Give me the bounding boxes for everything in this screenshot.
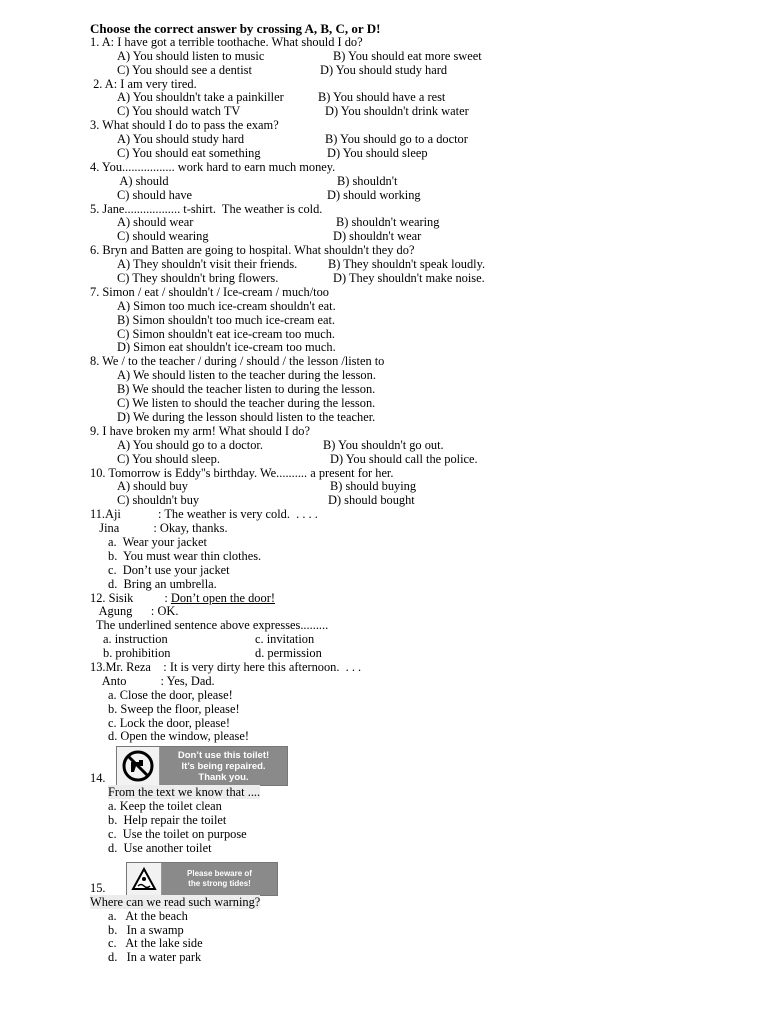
q14-number: 14. [90, 771, 106, 786]
q9-option-d[interactable]: D) You should call the police. [330, 451, 478, 466]
q10-option-d[interactable]: D) should bought [328, 493, 415, 508]
q3-options-row-2 [90, 147, 730, 161]
question-9: 9. I have broken my arm! What should I do? [90, 423, 310, 438]
q7-option-c[interactable]: C) Simon shouldn't eat ice-cream too much. [117, 326, 335, 341]
q14-option-a[interactable]: a. Keep the toilet clean [108, 799, 222, 814]
question-7: 7. Simon / eat / shouldn't / Ice-cream / much/too [90, 284, 329, 299]
q4-options-row-1 [90, 175, 730, 189]
q1-option-b[interactable]: B) You should eat more sweet [333, 48, 482, 63]
q13-option-a[interactable]: a. Close the door, please! [108, 687, 233, 702]
question-5: 5. Jane.................. t-shirt. The weather is cold. [90, 201, 323, 216]
q1-option-d[interactable]: D) You should study hard [320, 62, 448, 77]
q12-option-d[interactable]: d. permission [255, 646, 322, 661]
q8-option-d[interactable]: D) We during the lesson should listen to the teacher. [117, 409, 376, 424]
q15-option-a[interactable]: a. At the beach [108, 908, 188, 923]
q3-option-b[interactable]: B) You should go to a doctor [325, 132, 468, 147]
q13-option-b[interactable]: b. Sweep the floor, please! [108, 701, 240, 716]
sign-line-1: Don’t use this toilet! [177, 749, 270, 761]
q6-option-d[interactable]: D) They shouldn't make noise. [333, 271, 485, 286]
q3-options-row-1 [90, 133, 730, 147]
q10-option-c[interactable]: C) shouldn't buy [117, 493, 200, 508]
q5-option-b[interactable]: B) shouldn't wearing [336, 215, 440, 230]
no-toilet-sign [116, 746, 288, 786]
warning-triangle-icon [127, 863, 162, 895]
q15-option-d[interactable]: d. In a water park [108, 950, 202, 965]
q2-option-c[interactable]: C) You should watch TV [117, 104, 241, 119]
q5-option-c[interactable]: C) should wearing [117, 229, 209, 244]
q7-option-b[interactable]: B) Simon shouldn't too much ice-cream eat. [117, 312, 335, 327]
tides-sign-text [162, 863, 277, 895]
question-13-line-2: Anto : Yes, Dad. [90, 673, 215, 688]
q11-option-c[interactable]: c. Don’t use your jacket [108, 562, 230, 577]
q14-option-b[interactable]: b. Help repair the toilet [108, 813, 227, 828]
question-13-line-1: 13.Mr. Reza : It is very dirty here this afternoon. . . . [90, 659, 362, 674]
q1-options-row-2 [90, 64, 730, 78]
question-8: 8. We / to the teacher / during / should / the lesson /listen to [90, 354, 385, 369]
question-12-line-1 [90, 592, 730, 606]
question-11-line-2: Jina : Okay, thanks. [90, 521, 228, 536]
question-4: 4. You................. work hard to earn much money. [90, 159, 336, 174]
question-12-line-2: Agung : OK. [90, 604, 179, 619]
q9-options-row-2 [90, 453, 730, 467]
q12-options-row-2 [90, 647, 730, 661]
tides-warning-sign [126, 862, 278, 896]
q1-option-a[interactable]: A) You should listen to music [117, 48, 265, 63]
q14-option-d[interactable]: d. Use another toilet [108, 840, 212, 855]
q4-option-a[interactable]: A) should [117, 173, 169, 188]
no-toilet-icon [117, 747, 160, 785]
q6-options-row-1 [90, 258, 730, 272]
question-11-line-1: 11.Aji : The weather is very cold. . . . . [90, 507, 318, 522]
q12-option-c[interactable]: c. invitation [255, 632, 315, 647]
question-6: 6. Bryn and Batten are going to hospital. What shouldn't they do? [90, 243, 415, 258]
question-1: 1. A: I have got a terrible toothache. What should I do? [90, 34, 363, 49]
q4-options-row-2 [90, 189, 730, 203]
question-3: 3. What should I do to pass the exam? [90, 118, 279, 133]
q6-options-row-2 [90, 272, 730, 286]
q1-option-c[interactable]: C) You should see a dentist [117, 62, 252, 77]
q9-option-a[interactable]: A) You should go to a doctor. [117, 437, 263, 452]
q12-option-a[interactable]: a. instruction [103, 632, 168, 647]
q11-option-a[interactable]: a. Wear your jacket [108, 534, 207, 549]
q4-option-b[interactable]: B) shouldn't [337, 173, 398, 188]
no-toilet-sign-text [160, 747, 287, 785]
q3-option-d[interactable]: D) You should sleep [327, 146, 428, 161]
q12-option-b[interactable]: b. prohibition [103, 646, 171, 661]
worksheet [90, 22, 730, 965]
q6-option-c[interactable]: C) They shouldn't bring flowers. [117, 271, 279, 286]
q15-number: 15. [90, 880, 106, 895]
q13-option-d[interactable]: d. Open the window, please! [108, 729, 249, 744]
q2-options-row-1 [90, 91, 730, 105]
q2-option-b[interactable]: B) You should have a rest [318, 90, 446, 105]
q9-option-b[interactable]: B) You shouldn't go out. [323, 437, 444, 452]
q4-option-c[interactable]: C) should have [117, 187, 193, 202]
question-12-line-3: The underlined sentence above expresses......... [90, 618, 329, 633]
q10-option-a[interactable]: A) should buy [117, 479, 188, 494]
q8-option-a[interactable]: A) We should listen to the teacher during the lesson. [117, 368, 376, 383]
question-2: 2. A: I am very tired. [90, 76, 197, 91]
sign-line-2: the strong tides! [188, 878, 251, 888]
q10-option-b[interactable]: B) should buying [330, 479, 417, 494]
q3-option-a[interactable]: A) You should study hard [117, 132, 245, 147]
q12-options-row-1 [90, 633, 730, 647]
worksheet-title: Choose the correct answer by crossing A, B, C, or D! [90, 21, 381, 36]
sign-line-3: Thank you. [198, 771, 249, 783]
q6-option-a[interactable]: A) They shouldn't visit their friends. [117, 257, 298, 272]
q12-underlined-sentence: Don’t open the door! [170, 590, 275, 605]
q14-option-c[interactable]: c. Use the toilet on purpose [108, 826, 247, 841]
q10-options-row-2 [90, 494, 730, 508]
q5-option-d[interactable]: D) shouldn't wear [333, 229, 422, 244]
q7-option-d[interactable]: D) Simon eat shouldn't ice-cream too much. [117, 340, 336, 355]
q1-options-row-1 [90, 50, 730, 64]
q14-sign-block [90, 746, 730, 786]
q5-option-a[interactable]: A) should wear [117, 215, 194, 230]
sign-line-1: Please beware of [187, 868, 252, 878]
q8-option-c[interactable]: C) We listen to should the teacher during the lesson. [117, 396, 376, 411]
question-10: 10. Tomorrow is Eddy''s birthday. We.......... a present for her. [90, 465, 394, 480]
q15-sign-block [90, 862, 730, 896]
q4-option-d[interactable]: D) should working [327, 187, 421, 202]
q13-option-c[interactable]: c. Lock the door, please! [108, 715, 230, 730]
q9-option-c[interactable]: C) You should sleep. [117, 451, 220, 466]
sign-line-2: It’s being repaired. [181, 760, 266, 772]
q15-option-c[interactable]: c. At the lake side [108, 936, 203, 951]
q2-option-a[interactable]: A) You shouldn't take a painkiller [117, 90, 284, 105]
question-14: From the text we know that .... [108, 785, 261, 800]
q6-option-b[interactable]: B) They shouldn't speak loudly. [328, 257, 486, 272]
q3-option-c[interactable]: C) You should eat something [117, 146, 261, 161]
q11-option-b[interactable]: b. You must wear thin clothes. [108, 548, 262, 563]
q8-option-b[interactable]: B) We should the teacher listen to during the lesson. [117, 382, 376, 397]
q11-option-d[interactable]: d. Bring an umbrella. [108, 576, 217, 591]
q2-option-d[interactable]: D) You shouldn't drink water [325, 104, 469, 119]
q10-options-row-1 [90, 480, 730, 494]
q5-options-row-1 [90, 216, 730, 230]
q7-option-a[interactable]: A) Simon too much ice-cream shouldn't eat. [117, 298, 336, 313]
q12-speaker: 12. Sisik : [90, 590, 171, 605]
q15-option-b[interactable]: b. In a swamp [108, 922, 184, 937]
q5-options-row-2 [90, 230, 730, 244]
q9-options-row-1 [90, 439, 730, 453]
q2-options-row-2 [90, 105, 730, 119]
question-15: Where can we read such warning? [90, 894, 261, 909]
